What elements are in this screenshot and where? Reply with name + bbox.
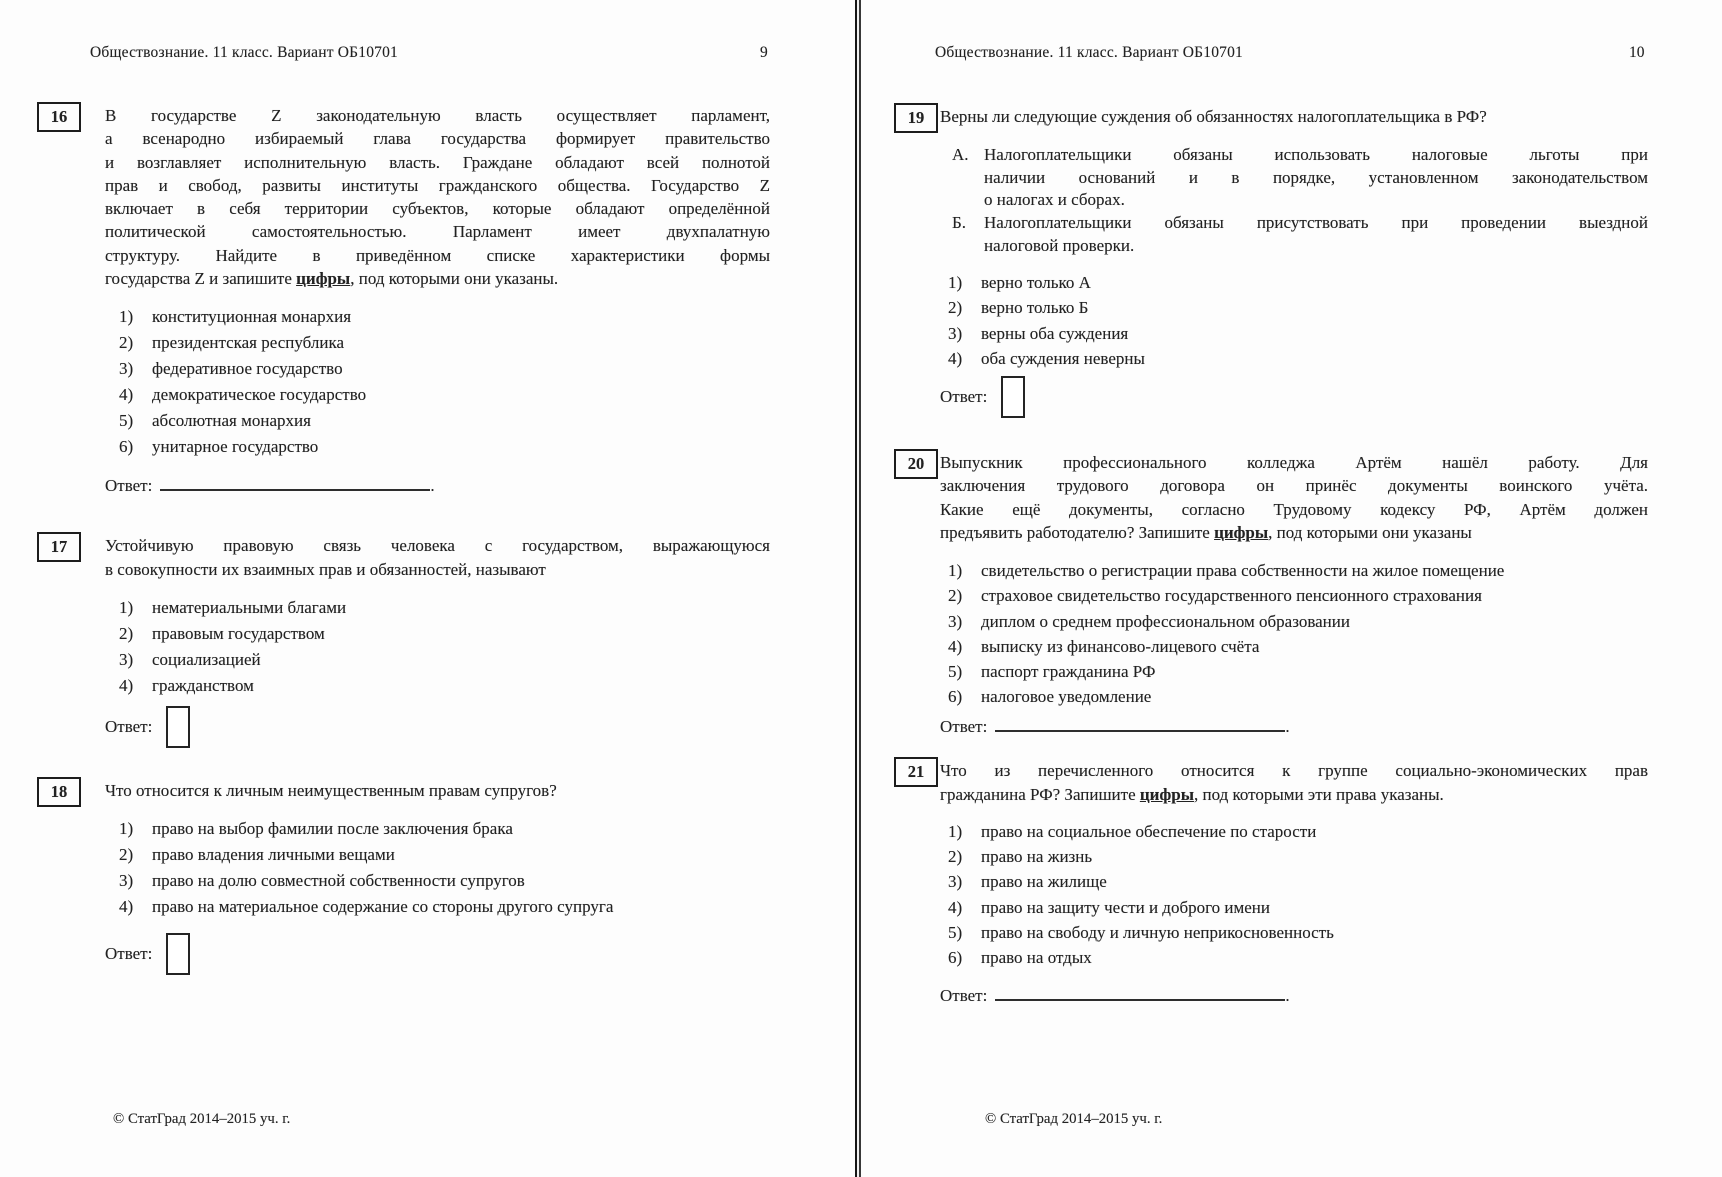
option-row — [940, 558, 1648, 583]
option-row — [940, 583, 1648, 608]
question-18 — [50, 779, 770, 976]
option-row — [940, 270, 1648, 295]
option-text: федеративное государство — [152, 359, 343, 379]
question-17 — [50, 534, 770, 749]
option-marker: 3) — [119, 359, 134, 379]
answer-label: Ответ: — [105, 476, 153, 496]
answer-row — [105, 474, 770, 498]
option-marker: 1) — [948, 561, 963, 581]
answer-row — [940, 715, 1648, 739]
option-marker: 3) — [948, 611, 963, 631]
option-text: конституционная монархия — [152, 307, 352, 327]
option-text: унитарное государство — [152, 437, 319, 457]
page-content — [907, 0, 1648, 1008]
question-number-badge: 19 — [894, 103, 938, 133]
page-9 — [0, 0, 855, 1177]
question-text-line: прав и свобод, развиты институты гражданского общества. Государство Z — [105, 175, 770, 195]
option-marker: 6) — [948, 948, 963, 968]
question-21 — [907, 759, 1648, 1008]
option-marker: 4) — [119, 385, 134, 405]
option-text: социализацией — [152, 649, 261, 669]
answer-label: Ответ: — [105, 716, 153, 736]
option-marker: 2) — [119, 623, 134, 643]
statement-text-line: о налогах и сборах. — [984, 190, 1125, 210]
question-text-segment: гражданина РФ? Запишите — [940, 784, 1140, 804]
option-row — [940, 321, 1648, 346]
option-row — [105, 816, 770, 842]
option-marker: 1) — [119, 819, 134, 839]
option-marker: 3) — [119, 649, 134, 669]
page-footer: © СтатГрад 2014–2015 уч. г. — [985, 1111, 1163, 1127]
page-header-title: Обществознание. 11 класс. Вариант ОБ10701 — [935, 44, 1243, 61]
option-text: верно только Б — [981, 298, 1089, 318]
question-text-line: в совокупности их взаимных прав и обязанностей, называют — [105, 559, 546, 579]
option-row — [105, 842, 770, 868]
option-marker: 1) — [119, 307, 134, 327]
answer-blank-line — [160, 476, 430, 491]
option-marker: 4) — [948, 636, 963, 656]
options-list — [105, 816, 770, 920]
answer-label: Ответ: — [940, 986, 988, 1006]
answer-line-period: . — [430, 476, 435, 496]
option-text: верно только А — [981, 273, 1091, 293]
option-row — [105, 647, 770, 673]
question-text-line: Верны ли следующие суждения об обязанностях налогоплательщика в РФ? — [940, 107, 1487, 126]
option-marker: 2) — [948, 847, 963, 867]
page-10 — [863, 0, 1722, 1177]
answer-line-period: . — [1285, 717, 1290, 737]
question-text-line: Выпускник профессионального колледжа Артём нашёл работу. Для — [940, 453, 1648, 473]
options-list — [940, 558, 1648, 709]
option-marker: 6) — [948, 687, 963, 707]
option-row — [105, 673, 770, 699]
option-text: право на защиту чести и доброго имени — [981, 897, 1270, 917]
option-row — [940, 945, 1648, 970]
question-text — [105, 534, 770, 581]
page-number: 10 — [1629, 44, 1645, 61]
option-row — [940, 659, 1648, 684]
question-number-badge: 17 — [37, 532, 81, 562]
page-divider — [855, 0, 863, 1177]
answer-label: Ответ: — [940, 717, 988, 737]
option-row — [940, 869, 1648, 894]
option-marker: 3) — [948, 323, 963, 343]
answer-line-period: . — [1285, 986, 1290, 1006]
option-text: право на жизнь — [981, 847, 1093, 867]
option-marker: 4) — [119, 897, 134, 917]
statement-b — [952, 212, 1648, 257]
option-row — [940, 346, 1648, 371]
question-text-line: Что из перечисленного относится к группе социально-экономических прав — [940, 761, 1648, 781]
question-text-line — [940, 783, 1648, 806]
question-text-line: политической самостоятельностью. Парламент имеет двухпалатную — [105, 222, 770, 242]
option-text: свидетельство о регистрации права собственности на жилое помещение — [981, 561, 1505, 581]
option-marker: 3) — [948, 872, 963, 892]
option-marker: 4) — [119, 675, 134, 695]
option-marker: 1) — [119, 597, 134, 617]
question-number-badge: 18 — [37, 777, 81, 807]
option-text: паспорт гражданина РФ — [981, 662, 1156, 682]
question-19 — [907, 105, 1648, 419]
question-text-line: В государстве Z законодательную власть осуществляет парламент, — [105, 106, 770, 125]
page-content — [50, 0, 770, 976]
answer-cell-box — [166, 706, 190, 748]
question-text-line: структуру. Найдите в приведённом списке характеристики формы — [105, 245, 770, 265]
option-row — [105, 304, 770, 330]
option-text: право на выбор фамилии после заключения брака — [152, 819, 513, 839]
option-text: президентская республика — [152, 333, 344, 353]
option-text: абсолютная монархия — [152, 411, 311, 431]
question-16 — [50, 104, 770, 498]
statement-text-line: наличии оснований и в порядке, установленном законодательством — [984, 167, 1648, 187]
option-row — [105, 595, 770, 621]
page-header-title: Обществознание. 11 класс. Вариант ОБ10701 — [90, 44, 398, 61]
question-text — [940, 451, 1648, 544]
options-list — [940, 270, 1648, 371]
question-text-line — [105, 267, 770, 290]
option-row — [940, 920, 1648, 945]
option-row — [940, 844, 1648, 869]
option-marker: 2) — [119, 333, 134, 353]
option-text: правовым государством — [152, 623, 325, 643]
option-text: гражданством — [152, 675, 254, 695]
option-marker: 1) — [948, 822, 963, 842]
option-marker: 2) — [119, 845, 134, 865]
question-text — [940, 759, 1648, 806]
option-row — [940, 819, 1648, 844]
option-text: выписку из финансово-лицевого счёта — [981, 636, 1260, 656]
statement-a — [952, 144, 1648, 212]
statement-text — [984, 212, 1648, 257]
answer-row — [105, 705, 770, 749]
options-list — [105, 595, 770, 699]
option-row — [940, 295, 1648, 320]
option-marker: 5) — [119, 411, 134, 431]
statement-marker: Б. — [952, 213, 967, 233]
answer-row — [940, 375, 1648, 419]
answer-cell-box — [166, 933, 190, 975]
question-text — [105, 779, 770, 802]
option-text: оба суждения неверны — [981, 348, 1145, 368]
option-marker: 5) — [948, 922, 963, 942]
option-text: страховое свидетельство государственного пенсионного страхования — [981, 586, 1482, 606]
option-row — [105, 434, 770, 460]
option-marker: 2) — [948, 586, 963, 606]
option-row — [105, 408, 770, 434]
question-text-segment: , под которыми они указаны. — [350, 269, 559, 289]
question-text-line: Что относится к личным неимущественным правам супругов? — [105, 780, 557, 800]
question-text-segment: предъявить работодателю? Запишите — [940, 522, 1215, 542]
question-text-line — [940, 521, 1648, 544]
answer-row — [940, 984, 1648, 1008]
statement-text — [984, 144, 1648, 212]
option-row — [105, 621, 770, 647]
option-row — [940, 684, 1648, 709]
question-20 — [907, 451, 1648, 739]
answer-row — [105, 932, 770, 976]
options-list — [940, 819, 1648, 970]
statement-text-line: Налогоплательщики обязаны присутствовать при проведении выездной — [984, 213, 1648, 233]
option-row — [105, 868, 770, 894]
option-text: право на долю совместной собственности супругов — [152, 871, 525, 891]
option-text: демократическое государство — [152, 385, 367, 405]
question-text-segment: , под которыми эти права указаны. — [1193, 784, 1444, 804]
options-list — [105, 304, 770, 460]
option-text: право на социальное обеспечение по старости — [981, 822, 1317, 842]
question-text-segment: государства Z и запишите — [105, 269, 297, 289]
option-row — [940, 895, 1648, 920]
emphasis-word: цифры — [1139, 784, 1194, 804]
option-row — [105, 382, 770, 408]
option-text: диплом о среднем профессиональном образовании — [981, 611, 1350, 631]
answer-blank-line — [995, 717, 1285, 732]
question-text-line: заключения трудового договора он принёс документы воинского учёта. — [940, 476, 1648, 496]
statements-list — [940, 144, 1648, 257]
page-footer: © СтатГрад 2014–2015 уч. г. — [113, 1111, 291, 1127]
question-text-line: включает в себя территории субъектов, которые обладают определённой — [105, 199, 770, 219]
question-text-line: Устойчивую правовую связь человека с государством, выражающуюся — [105, 536, 770, 556]
answer-cell-box — [1001, 376, 1025, 418]
page-number: 9 — [760, 44, 768, 61]
option-text: право владения личными вещами — [152, 845, 395, 865]
option-text: налоговое уведомление — [981, 687, 1152, 707]
emphasis-word: цифры — [1214, 522, 1269, 542]
option-marker: 2) — [948, 298, 963, 318]
option-text: право на материальное содержание со стороны другого супруга — [152, 897, 614, 917]
option-marker: 4) — [948, 348, 963, 368]
answer-label: Ответ: — [105, 944, 153, 964]
option-marker: 3) — [119, 871, 134, 891]
question-text-line: а всенародно избираемый глава государства формирует правительство — [105, 129, 770, 149]
answer-label: Ответ: — [940, 387, 988, 407]
statement-text-line: Налогоплательщики обязаны использовать налоговые льготы при — [984, 145, 1648, 165]
emphasis-word: цифры — [296, 269, 351, 289]
option-marker: 4) — [948, 897, 963, 917]
option-text: право на свободу и личную неприкосновенность — [981, 922, 1334, 942]
option-marker: 5) — [948, 662, 963, 682]
question-number-badge: 20 — [894, 449, 938, 479]
option-row — [940, 634, 1648, 659]
option-marker: 1) — [948, 273, 963, 293]
answer-blank-line — [995, 986, 1285, 1001]
question-text — [105, 104, 770, 290]
question-text-line: Какие ещё документы, согласно Трудовому кодексу РФ, Артём должен — [940, 499, 1648, 519]
question-number-badge: 16 — [37, 102, 81, 132]
option-row — [105, 894, 770, 920]
question-text-segment: , под которыми они указаны — [1268, 522, 1472, 542]
statement-text-line: налоговой проверки. — [984, 235, 1135, 255]
option-row — [940, 609, 1648, 634]
option-row — [105, 330, 770, 356]
question-number-badge: 21 — [894, 757, 938, 787]
option-text: верны оба суждения — [981, 323, 1129, 343]
option-marker: 6) — [119, 437, 134, 457]
option-text: право на отдых — [981, 948, 1092, 968]
statement-marker: А. — [952, 145, 969, 165]
option-row — [105, 356, 770, 382]
question-text-line: и возглавляет исполнительную власть. Граждане обладают всей полнотой — [105, 152, 770, 172]
option-text: право на жилище — [981, 872, 1107, 892]
option-text: нематериальными благами — [152, 597, 347, 617]
question-text — [940, 105, 1648, 128]
